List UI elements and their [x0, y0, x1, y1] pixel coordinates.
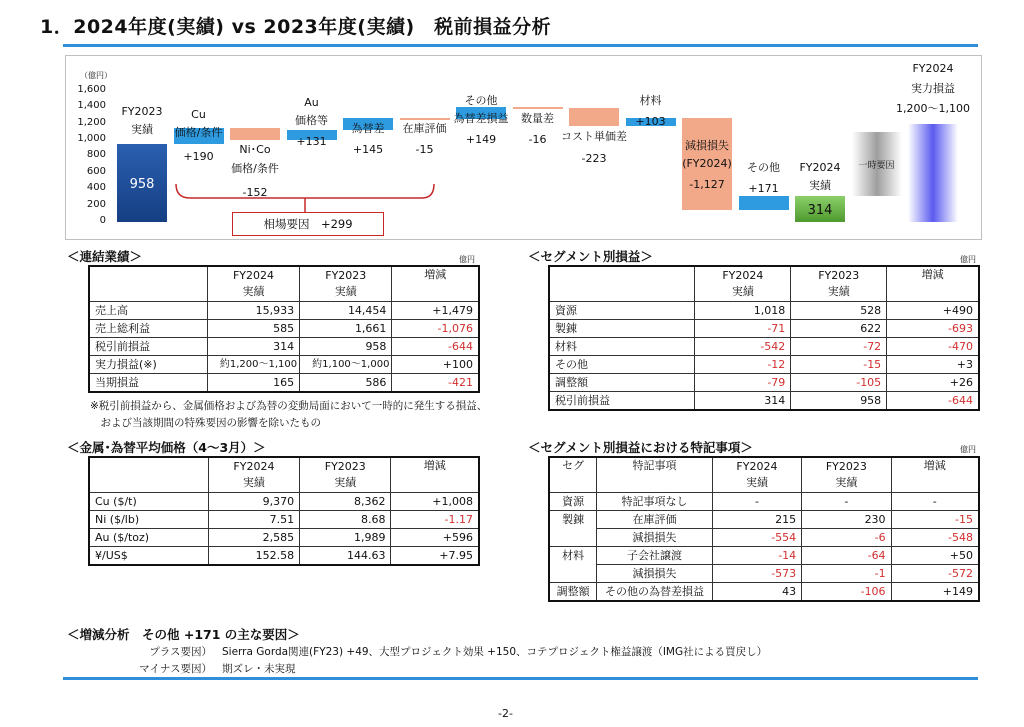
segment-cell: 調整額 — [549, 583, 597, 602]
market-factor-label: 相場要因 +299 — [232, 212, 384, 236]
cell: 585 — [207, 320, 299, 338]
segment-table: FY2024 実績 FY2023 実績 増減 資源 1,018 528 +490 製錬 -71 622 -693 材料 -542 -72 -470 その他 -12 -15 +3 調整額 -79 -105 +26 税引前損益 314 958 -644 — [548, 265, 980, 411]
step-label: 減損損失 — [685, 139, 729, 152]
table-row — [549, 583, 979, 602]
step-label: 価格等 — [295, 114, 328, 127]
cell: -15 — [791, 356, 887, 374]
item-cell: 特記事項なし — [597, 493, 713, 511]
col-fy23: FY2023 実績 — [300, 266, 392, 302]
y-tick-label: 1,400 — [77, 100, 106, 112]
target-label: FY2024 — [912, 62, 954, 75]
cell: -15 — [891, 511, 979, 529]
col-diff: 増減 — [392, 266, 479, 302]
item-cell: 減損損失 — [597, 565, 713, 583]
table-row — [89, 374, 479, 393]
step-label: 材料 — [639, 94, 662, 107]
segment-cell — [549, 529, 597, 547]
consolidated-title: ＜連結業績＞ — [67, 249, 143, 264]
y-tick-label: 1,600 — [77, 83, 106, 95]
temporary-factor-label: 一時要因 — [858, 161, 895, 171]
footer-divider — [63, 677, 978, 680]
step-label: コスト単価差 — [561, 130, 627, 143]
cell: +26 — [887, 374, 979, 392]
col-fy24: FY2024 実績 — [207, 266, 299, 302]
cell: -693 — [887, 320, 979, 338]
item-cell: 子会社譲渡 — [597, 547, 713, 565]
item-cell: その他の為替差損益 — [597, 583, 713, 602]
cell: -1,076 — [392, 320, 479, 338]
end-label: FY2024 — [799, 161, 841, 174]
row-label: Au ($/toz) — [89, 529, 208, 547]
step-delta: -223 — [581, 152, 607, 165]
cell: -1 — [802, 565, 891, 583]
cell: -644 — [887, 392, 979, 411]
step-delta: +149 — [465, 133, 497, 146]
row-label: 実力損益(※) — [89, 356, 207, 374]
cell: -1.17 — [391, 511, 479, 529]
table-row — [89, 529, 479, 547]
cell: +1,008 — [391, 493, 479, 511]
table-row — [89, 547, 479, 566]
special-unit: 億円 — [960, 445, 976, 454]
title-divider — [63, 44, 978, 47]
cell: 約1,200〜1,100 — [207, 356, 299, 374]
cell: -548 — [891, 529, 979, 547]
cell: 8,362 — [300, 493, 391, 511]
row-label: 調整額 — [549, 374, 695, 392]
cell: -106 — [802, 583, 891, 602]
consolidated-unit: 億円 — [459, 255, 475, 264]
cell: -105 — [791, 374, 887, 392]
target-range: 1,200〜1,100 — [896, 102, 970, 115]
page-number: -2- — [498, 707, 513, 720]
cell: +596 — [391, 529, 479, 547]
segment-unit: 億円 — [960, 255, 976, 264]
row-label: その他 — [549, 356, 695, 374]
cell: 約1,100〜1,000 — [300, 356, 392, 374]
step-delta: +131 — [296, 135, 327, 148]
step-label: (FY2024) — [682, 157, 732, 170]
cell: +50 — [891, 547, 979, 565]
target-label: 実力損益 — [911, 82, 955, 95]
chart-unit: （億円） — [80, 71, 112, 80]
step-label: Au — [304, 96, 319, 109]
step-delta: +103 — [635, 115, 666, 128]
step-label: 在庫評価 — [402, 122, 447, 135]
row-label: Ni ($/lb) — [89, 511, 208, 529]
cell: - — [802, 493, 891, 511]
special-title: ＜セグメント別損益における特記事項＞ — [528, 440, 753, 455]
step-label: Cu — [191, 108, 206, 121]
cell: +7.95 — [391, 547, 479, 566]
table-row — [549, 529, 979, 547]
step-label: 価格/条件 — [231, 162, 279, 175]
market-factor-bracket — [170, 182, 440, 212]
segment-cell: 材料 — [549, 547, 597, 565]
cell: +149 — [891, 583, 979, 602]
cell: -12 — [695, 356, 791, 374]
cell: 958 — [300, 338, 392, 356]
segment-cell — [549, 565, 597, 583]
plus-label: プラス要因） — [149, 646, 212, 658]
cell: 314 — [207, 338, 299, 356]
special-table: セグ 特記事項 FY2024 実績 FY2023 実績 増減 資源 特記事項なし - - - 製錬 在庫評価 215 230 -15 減損損失 -554 -6 -548 材料 子会社譲渡 -14 -64 +50 減損損失 -573 -1 -572 調整額 その他の為替差損益 43 -106 +149 — [548, 456, 980, 602]
step-delta: +145 — [352, 143, 384, 156]
step-delta: +171 — [748, 182, 779, 195]
step-label: 数量差 — [521, 112, 554, 125]
cell: -573 — [712, 565, 801, 583]
table-row — [549, 493, 979, 511]
table-row — [89, 356, 479, 374]
cell: 958 — [791, 392, 887, 411]
segment-title: ＜セグメント別損益＞ — [528, 249, 653, 264]
cell: -554 — [712, 529, 801, 547]
cell: -470 — [887, 338, 979, 356]
step-label: 価格/条件 — [174, 126, 223, 139]
analysis-title: ＜増減分析 その他 +171 の主な要因＞ — [67, 627, 300, 642]
step-delta: -152 — [242, 186, 268, 199]
step-delta: -15 — [415, 143, 434, 156]
step-bar — [230, 128, 280, 140]
table-row — [549, 511, 979, 529]
item-cell: 減損損失 — [597, 529, 713, 547]
cell: 2,585 — [208, 529, 299, 547]
y-tick-label: 1,200 — [77, 116, 106, 128]
metals-table: FY2024 実績 FY2023 実績 増減 Cu ($/t) 9,370 8,362 +1,008 Ni ($/lb) 7.51 8.68 -1.17 Au ($/toz) 2,585 1,989 +596 ¥/US$ 152.58 144.63 +7.95 — [88, 456, 480, 566]
cell: 15,933 — [207, 302, 299, 320]
cell: 144.63 — [300, 547, 391, 566]
cell: 165 — [207, 374, 299, 393]
cell: -79 — [695, 374, 791, 392]
cell: -6 — [802, 529, 891, 547]
cell: +490 — [887, 302, 979, 320]
step-label: その他 — [464, 94, 498, 107]
cell: -71 — [695, 320, 791, 338]
row-label: 材料 — [549, 338, 695, 356]
footnote-line1: ※税引前損益から、金属価格および為替の変動局面において一時的に発生する損益、 — [90, 400, 488, 412]
step-delta: -16 — [528, 133, 547, 146]
cell: 1,018 — [695, 302, 791, 320]
cell: -644 — [392, 338, 479, 356]
cell: 314 — [695, 392, 791, 411]
y-tick-label: 600 — [86, 165, 106, 177]
table-row — [549, 565, 979, 583]
cell: 1,661 — [300, 320, 392, 338]
table-row — [89, 493, 479, 511]
cell: 230 — [802, 511, 891, 529]
cell: +100 — [392, 356, 479, 374]
footnote-line2: および当該期間の特殊要因の影響を除いたもの — [90, 417, 321, 429]
table-row — [549, 547, 979, 565]
cell: -572 — [891, 565, 979, 583]
target-bar — [908, 124, 958, 222]
cell: 215 — [712, 511, 801, 529]
step-label: Ni･Co — [239, 143, 271, 156]
cell: - — [891, 493, 979, 511]
row-label: 当期損益 — [89, 374, 207, 393]
table-row — [89, 302, 479, 320]
cell: -421 — [392, 374, 479, 393]
table-row — [549, 392, 979, 411]
cell: +1,479 — [392, 302, 479, 320]
step-label: 為替差損益 — [453, 112, 509, 125]
start-label: FY2023 — [121, 105, 163, 118]
step-label: その他 — [747, 161, 780, 174]
row-label: 製錬 — [549, 320, 695, 338]
end-label: 実績 — [809, 179, 831, 192]
row-label: 売上総利益 — [89, 320, 207, 338]
row-label: Cu ($/t) — [89, 493, 208, 511]
cell: 9,370 — [208, 493, 299, 511]
y-tick-label: 800 — [86, 149, 106, 161]
cell: -542 — [695, 338, 791, 356]
y-tick-label: 0 — [99, 215, 106, 226]
table-row — [89, 320, 479, 338]
cell: -72 — [791, 338, 887, 356]
minus-text: 期ズレ・未実現 — [222, 663, 296, 675]
cell: - — [712, 493, 801, 511]
cell: 622 — [791, 320, 887, 338]
row-label: 売上高 — [89, 302, 207, 320]
minus-label: マイナス要因） — [139, 663, 212, 675]
cell: -64 — [802, 547, 891, 565]
table-row — [549, 374, 979, 392]
cell: 8.68 — [300, 511, 391, 529]
end-value: 314 — [807, 203, 833, 218]
cell: 43 — [712, 583, 801, 602]
table-row — [89, 511, 479, 529]
step-delta: -1,127 — [689, 178, 725, 191]
item-cell: 在庫評価 — [597, 511, 713, 529]
metals-title: ＜金属･為替平均価格（4〜3月）＞ — [67, 440, 266, 455]
step-delta: +190 — [183, 150, 214, 163]
page-title: 1．2024年度(実績) vs 2023年度(実績) 税前損益分析 — [40, 16, 552, 38]
y-tick-label: 200 — [86, 198, 106, 210]
row-label: 税引前損益 — [549, 392, 695, 411]
cell: 586 — [300, 374, 392, 393]
cell: 14,454 — [300, 302, 392, 320]
table-row — [549, 320, 979, 338]
start-label: 実績 — [131, 123, 153, 136]
table-row — [549, 302, 979, 320]
step-bar — [569, 108, 619, 126]
y-tick-label: 400 — [86, 182, 106, 194]
cell: 152.58 — [208, 547, 299, 566]
row-label: 資源 — [549, 302, 695, 320]
start-value: 958 — [129, 177, 155, 192]
row-label: 税引前損益 — [89, 338, 207, 356]
step-label: 為替差 — [351, 122, 385, 135]
segment-cell: 製錬 — [549, 511, 597, 529]
row-label: ¥/US$ — [89, 547, 208, 566]
segment-cell: 資源 — [549, 493, 597, 511]
cell: 528 — [791, 302, 887, 320]
cell: 7.51 — [208, 511, 299, 529]
table-row — [549, 338, 979, 356]
table-row — [89, 338, 479, 356]
step-bar — [739, 196, 789, 210]
y-tick-label: 1,000 — [77, 133, 106, 145]
cell: 1,989 — [300, 529, 391, 547]
table-row — [549, 356, 979, 374]
plus-text: Sierra Gorda関連(FY23) +49、大型プロジェクト効果 +150、コテプロジェクト権益譲渡（IMG社による買戻し） — [222, 646, 768, 658]
step-bar — [513, 107, 563, 109]
cell: +3 — [887, 356, 979, 374]
cell: -14 — [712, 547, 801, 565]
consolidated-table — [88, 265, 480, 393]
